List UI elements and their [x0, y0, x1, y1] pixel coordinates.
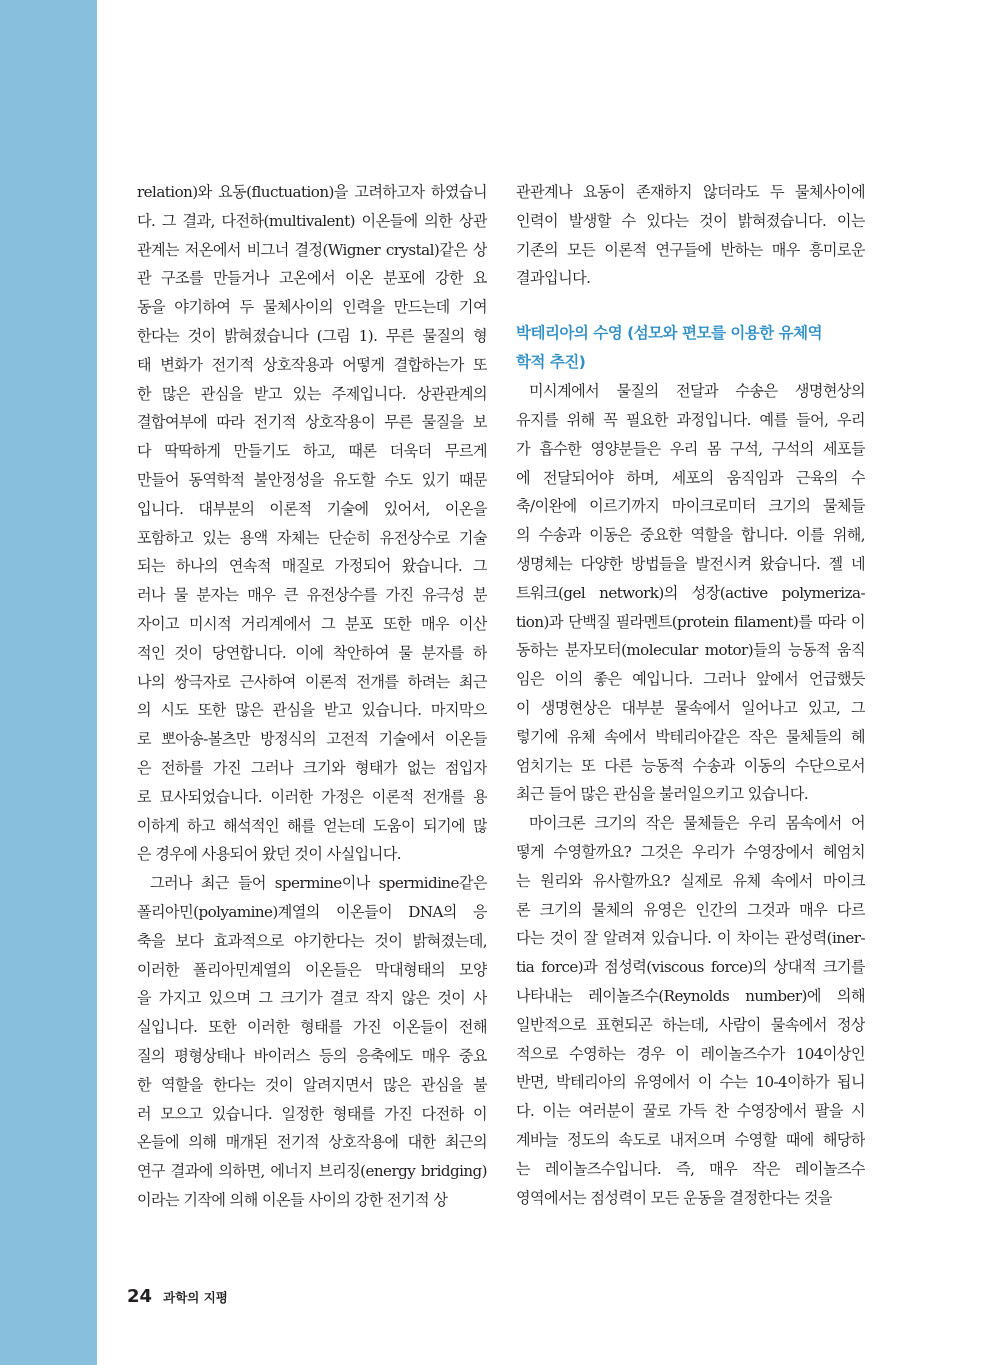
text-line: 렇기에 유체 속에서 박테리아같은 작은 물체들의 헤	[516, 727, 865, 746]
text-line: 관 구조를 만들거나 고온에서 이온 분포에 강한 요	[137, 269, 487, 288]
text-line: 론 크기의 물체의 유영은 인간의 그것과 매우 다르	[516, 900, 865, 919]
page-number: 24	[127, 1286, 153, 1307]
text-line: 자이고 미시적 거리계에서 그 분포 또한 매우 이산	[137, 614, 487, 633]
text-line: tia force)과 점성력(viscous force)의 상대적 크기를	[516, 958, 865, 977]
text-line: 일반적으로 표현되곤 하는데, 사람이 물속에서 정상	[516, 1015, 865, 1034]
text-line: 반면, 박테리아의 유영에서 이 수는 10-4이하가 됩니	[516, 1073, 865, 1092]
text-line: 미시계에서 물질의 전달과 수송은 생명현상의	[529, 382, 865, 401]
text-line: 로 뽀아송-볼츠만 방정식의 고전적 기술에서 이온들	[137, 730, 487, 749]
text-line: 이하게 하고 해석적인 해를 얻는데 도움이 되기에 많	[137, 816, 487, 835]
text-line: 되는 하나의 연속적 매질로 가정되어 왔습니다. 그	[137, 557, 487, 576]
text-line: 인력이 발생할 수 있다는 것이 밝혀졌습니다. 이는	[516, 211, 865, 230]
text-line: 영역에서는 점성력이 모든 운동을 결정한다는 것을	[516, 1188, 832, 1207]
page-footer	[127, 1286, 228, 1307]
text-line: tion)과 단백질 필라멘트(protein filament)를 따라 이	[516, 612, 865, 631]
text-line: 는 원리와 유사할까요? 실제로 유체 속에서 마이크	[516, 871, 865, 890]
text-line: 을 가지고 있으며 그 크기가 결코 작지 않은 것이 사	[137, 989, 487, 1008]
text-line: 다는 것이 잘 알려져 있습니다. 이 차이는 관성력(iner-	[516, 929, 865, 948]
right-column-intro	[516, 178, 865, 293]
text-line: 관계는 저온에서 비그너 결정(Wigner crystal)같은 상	[137, 240, 487, 259]
text-line: 만들어 동역학적 불안정성을 유도할 수도 있기 때문	[137, 470, 487, 489]
text-line: 축/이완에 이르기까지 마이크로미터 크기의 물체들	[516, 497, 865, 516]
text-line: 최근 들어 많은 관심을 불러일으키고 있습니다.	[516, 785, 809, 804]
section-title-line: 박테리아의 수영 (섬모와 편모를 이용한 유체역	[516, 324, 823, 343]
text-line: 러 모으고 있습니다. 일정한 형태를 가진 다전하 이	[137, 1104, 487, 1123]
text-line: 결과입니다.	[516, 269, 591, 288]
text-line: 적으로 수영하는 경우 이 레이놀즈수가 104이상인	[516, 1044, 865, 1063]
text-line: 이러한 폴리아민계열의 이온들은 막대형태의 모양	[137, 960, 487, 979]
text-line: 태 변화가 전기적 상호작용과 어떻게 결합하는가 또	[137, 355, 487, 374]
text-line: 의 시도 또한 많은 관심을 받고 있습니다. 마지막으	[137, 701, 487, 720]
text-line: 엄치기는 또 다른 능동적 수송과 이동의 수단으로서	[516, 756, 865, 775]
text-line: 기존의 모든 이론적 연구들에 반하는 매우 흥미로운	[516, 240, 865, 259]
text-line: 러나 물 분자는 매우 큰 유전상수를 가진 유극성 분	[137, 586, 487, 605]
text-line: 결합여부에 따라 전기적 상호작용이 무른 물질을 보	[137, 413, 487, 432]
text-line: 질의 평형상태나 바이러스 등의 응축에도 매우 중요	[137, 1046, 487, 1065]
text-line: 은 경우에 사용되어 왔던 것이 사실입니다.	[137, 845, 402, 864]
right-column	[516, 178, 865, 1212]
text-line: 동을 야기하여 두 물체사이의 인력을 만드는데 기여	[137, 298, 487, 317]
text-line: 의 수송과 이동은 중요한 역할을 합니다. 이를 위해,	[516, 526, 865, 545]
text-line: 그러나 최근 들어 spermine이나 spermidine같은	[150, 874, 487, 893]
text-line: 생명체는 다양한 방법들을 발전시켜 왔습니다. 젤 네	[516, 554, 865, 573]
text-line: 다 딱딱하게 만들기도 하고, 때론 더욱더 무르게	[137, 442, 487, 461]
text-line: 떻게 수영할까요? 그것은 우리가 수영장에서 헤엄치	[516, 842, 865, 861]
text-line: 실입니다. 또한 이러한 형태를 가진 이온들이 전해	[137, 1018, 487, 1037]
text-line: 포함하고 있는 용액 자체는 단순히 유전상수로 기술	[137, 528, 487, 547]
text-line: 다. 그 결과, 다전하(multivalent) 이온들에 의한 상관	[137, 211, 487, 230]
section-title	[516, 319, 865, 377]
text-line: 나의 쌍극자로 근사하여 이론적 전개를 하려는 최근	[137, 672, 487, 691]
text-line: 가 흡수한 영양분들은 우리 몸 구석, 구석의 세포들	[516, 439, 865, 458]
text-line: 계바늘 정도의 속도로 내저으며 수영할 때에 해당하	[516, 1130, 865, 1149]
text-line: 에 전달되어야 하며, 세포의 움직임과 근육의 수	[516, 468, 865, 487]
text-line: 이 생명현상은 대부분 물속에서 일어나고 있고, 그	[516, 698, 865, 717]
text-line: 이라는 기작에 의해 이온들 사이의 강한 전기적 상	[137, 1190, 448, 1209]
text-line: 한다는 것이 밝혀졌습니다 (그림 1). 무른 물질의 형	[137, 326, 487, 345]
text-line: 트워크(gel network)의 성장(active polymeriza-	[516, 583, 865, 602]
right-column-body	[516, 377, 865, 1212]
text-line: 유지를 위해 꼭 필요한 과정입니다. 예를 들어, 우리	[516, 410, 865, 429]
text-line: 한 역할을 한다는 것이 알려지면서 많은 관심을 불	[137, 1075, 487, 1094]
text-line: 한 많은 관심을 받고 있는 주제입니다. 상관관계의	[137, 384, 487, 403]
text-line: 연구 결과에 의하면, 에너지 브리징(energy bridging)	[137, 1162, 487, 1181]
text-line: 나타내는 레이놀즈수(Reynolds number)에 의해	[516, 986, 865, 1005]
text-line: 는 레이놀즈수입니다. 즉, 매우 작은 레이놀즈수	[516, 1159, 865, 1178]
side-color-band	[0, 0, 97, 1365]
section-title-line: 학적 추진)	[516, 353, 586, 372]
text-line: 입니다. 대부분의 이론적 기술에 있어서, 이온을	[137, 499, 487, 518]
text-line: 다. 이는 여러분이 꿀로 가득 찬 수영장에서 팔을 시	[516, 1102, 865, 1121]
text-line: 동하는 분자모터(molecular motor)들의 능동적 움직	[516, 641, 865, 660]
text-line: 은 전하를 가진 그러나 크기와 형태가 없는 점입자	[137, 758, 487, 777]
left-column	[137, 178, 487, 1215]
text-line: 로 묘사되었습니다. 이러한 가정은 이론적 전개를 용	[137, 787, 487, 806]
journal-title: 과학의 지평	[163, 1290, 228, 1305]
text-line: 관관계나 요동이 존재하지 않더라도 두 물체사이에	[516, 183, 865, 201]
text-line: 마이크론 크기의 작은 물체들은 우리 몸속에서 어	[529, 814, 865, 833]
text-line: 축을 보다 효과적으로 야기한다는 것이 밝혀졌는데,	[137, 931, 487, 950]
text-line: 임은 이의 좋은 예입니다. 그러나 앞에서 언급했듯	[516, 670, 865, 689]
text-line: 적인 것이 당연합니다. 이에 착안하여 물 분자를 하	[137, 643, 487, 662]
text-line: 폴리아민(polyamine)계열의 이온들이 DNA의 응	[137, 902, 487, 921]
text-line: relation)와 요동(fluctuation)을 고려하고자 하였습니	[137, 183, 487, 201]
text-line: 온들에 의해 매개된 전기적 상호작용에 대한 최근의	[137, 1133, 487, 1152]
